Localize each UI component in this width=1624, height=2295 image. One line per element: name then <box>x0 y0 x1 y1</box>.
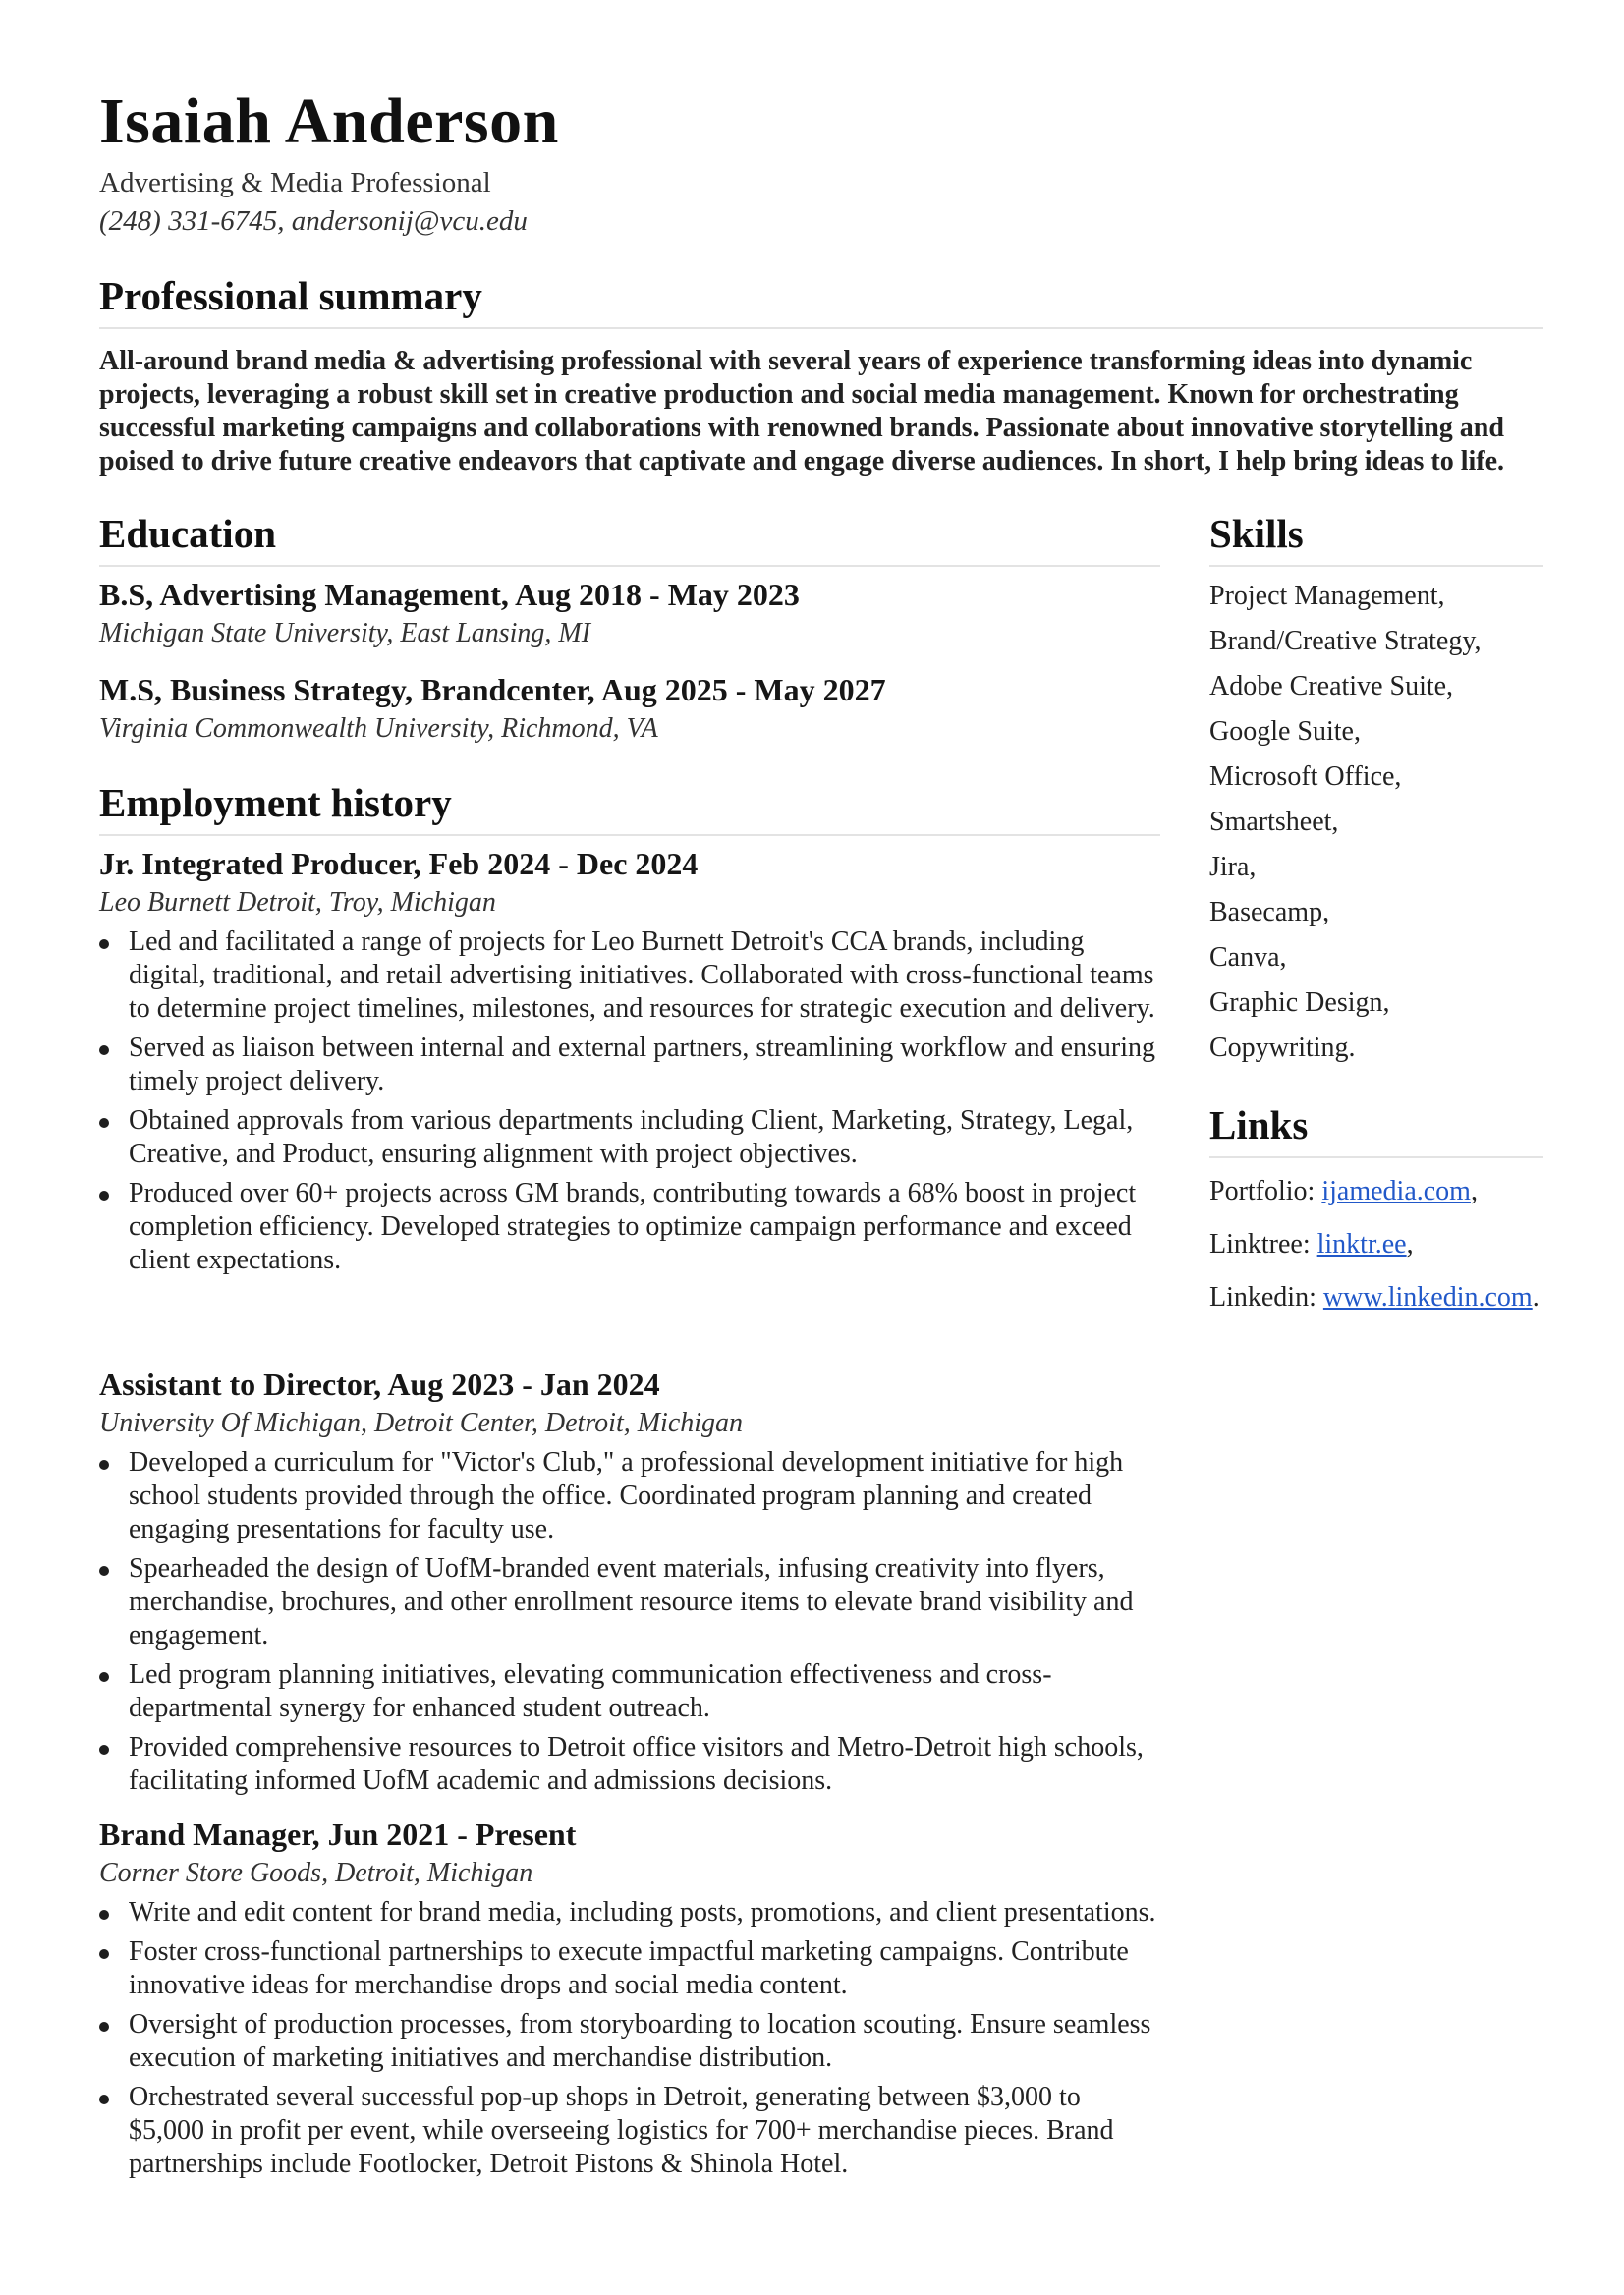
job-bullet: Obtained approvals from various departments including Client, Marketing, Strategy, Legal, Creative, and Product, ensuring alignment with project objectives. <box>99 1104 1160 1171</box>
link-suffix: . <box>1532 1282 1540 1313</box>
education-divider <box>99 565 1160 567</box>
job-bullet: Orchestrated several successful pop-up shops in Detroit, generating between $3,000 to $5,000 in profit per event, while overseeing logistics for 700+ merchandise pieces. Brand partnerships include Footlocker, Detroit Pistons & Shinola Hotel. <box>99 2081 1160 2181</box>
link-label: Linktree: <box>1209 1229 1317 1259</box>
skill-item: Adobe Creative Suite, <box>1209 671 1454 701</box>
job-bullet: Spearheaded the design of UofM-branded event materials, infusing creativity into flyers, merchandise, brochures, and other enrollment resource items to elevate brand visibility and engagement. <box>99 1552 1160 1652</box>
job-company: Corner Store Goods, Detroit, Michigan <box>99 1858 533 1888</box>
job-bullet: Oversight of production processes, from storyboarding to location scouting. Ensure seamless execution of marketing initiatives and merchandise distribution. <box>99 2008 1160 2075</box>
link-suffix: , <box>1470 1176 1478 1206</box>
job-bullet: Developed a curriculum for "Victor's Club," a professional development initiative for high school students provided through the office. Coordinated program planning and created engaging presentations for faculty use. <box>99 1446 1160 1546</box>
summary-heading: Professional summary <box>99 273 482 318</box>
education-school: Virginia Commonwealth University, Richmond, VA <box>99 713 658 744</box>
job-title: Assistant to Director, Aug 2023 - Jan 2024 <box>99 1367 660 1402</box>
skill-item: Google Suite, <box>1209 716 1361 747</box>
education-title: B.S, Advertising Management, Aug 2018 - May 2023 <box>99 577 800 612</box>
skill-item: Microsoft Office, <box>1209 761 1402 792</box>
job-bullet: Led and facilitated a range of projects for Leo Burnett Detroit's CCA brands, including digital, traditional, and retail advertising initiatives. Collaborated with cross-functional teams to determine project timelines, milestones, and resources for strategic execution and delivery. <box>99 925 1160 1026</box>
linkedin-link[interactable]: www.linkedin.com <box>1322 1282 1533 1313</box>
skills-divider <box>1209 565 1543 567</box>
job-title: Jr. Integrated Producer, Feb 2024 - Dec 2024 <box>99 846 699 881</box>
job-company: Leo Burnett Detroit, Troy, Michigan <box>99 887 496 918</box>
job-company: University Of Michigan, Detroit Center, Detroit, Michigan <box>99 1408 744 1438</box>
link-suffix: , <box>1406 1229 1414 1259</box>
education-school: Michigan State University, East Lansing, MI <box>99 618 591 648</box>
job-bullet: Led program planning initiatives, elevating communication effectiveness and cross-departmental synergy for enhanced student outreach. <box>99 1658 1160 1725</box>
job-bullet: Produced over 60+ projects across GM brands, contributing towards a 68% boost in project completion efficiency. Developed strategies to optimize campaign performance and exceed client expectations. <box>99 1177 1160 1277</box>
skill-item: Brand/Creative Strategy, <box>1209 626 1482 656</box>
contact-info: (248) 331-6745, andersonij@vcu.edu <box>99 205 528 237</box>
link-portfolio <box>1209 1165 1540 1218</box>
job-title: Brand Manager, Jun 2021 - Present <box>99 1817 577 1852</box>
employment-divider <box>99 834 1160 836</box>
link-label: Linkedin: <box>1209 1282 1323 1313</box>
skill-item: Project Management, <box>1209 581 1445 611</box>
links-heading: Links <box>1209 1102 1309 1148</box>
education-title: M.S, Business Strategy, Brandcenter, Aug 2025 - May 2027 <box>99 672 886 707</box>
link-linkedin <box>1209 1271 1540 1324</box>
job-bullets <box>99 925 1160 1283</box>
skill-item: Canva, <box>1209 942 1287 973</box>
linktree-link[interactable]: linktr.ee <box>1316 1229 1407 1259</box>
job-bullet: Write and edit content for brand media, including posts, promotions, and client presentations. <box>99 1896 1160 1930</box>
link-label: Portfolio: <box>1209 1176 1322 1206</box>
links-list <box>1209 1165 1540 1324</box>
links-divider <box>1209 1156 1543 1158</box>
job-bullet: Foster cross-functional partnerships to execute impactful marketing campaigns. Contribute innovative ideas for merchandise drops and social media content. <box>99 1935 1160 2002</box>
candidate-subtitle: Advertising & Media Professional <box>99 167 491 198</box>
job-bullets <box>99 1896 1160 2187</box>
skills-heading: Skills <box>1209 511 1304 556</box>
candidate-name: Isaiah Anderson <box>99 85 559 157</box>
summary-divider <box>99 327 1543 329</box>
link-linktree <box>1209 1218 1540 1271</box>
portfolio-link[interactable]: ijamedia.com <box>1321 1176 1471 1206</box>
education-heading: Education <box>99 511 276 556</box>
skill-item: Basecamp, <box>1209 897 1330 927</box>
skill-item: Graphic Design, <box>1209 987 1390 1018</box>
employment-heading: Employment history <box>99 780 452 825</box>
job-bullet: Provided comprehensive resources to Detroit office visitors and Metro-Detroit high schools, facilitating informed UofM academic and admissions decisions. <box>99 1731 1160 1798</box>
summary-text: All-around brand media & advertising professional with several years of experience transforming ideas into dynamic projects, leveraging a robust skill set in creative production and social media management. Known for orchestrating successful marketing campaigns and collaborations with renowned brands. Passionate about innovative storytelling and poised to drive future creative endeavors that captivate and engage diverse audiences. In short, I help bring ideas to life. <box>99 346 1505 476</box>
skill-item: Copywriting. <box>1209 1033 1356 1063</box>
skills-list <box>1209 574 1482 1071</box>
job-bullets <box>99 1446 1160 1804</box>
skill-item: Jira, <box>1209 852 1257 882</box>
job-bullet: Served as liaison between internal and external partners, streamlining workflow and ensuring timely project delivery. <box>99 1032 1160 1098</box>
skill-item: Smartsheet, <box>1209 807 1339 837</box>
